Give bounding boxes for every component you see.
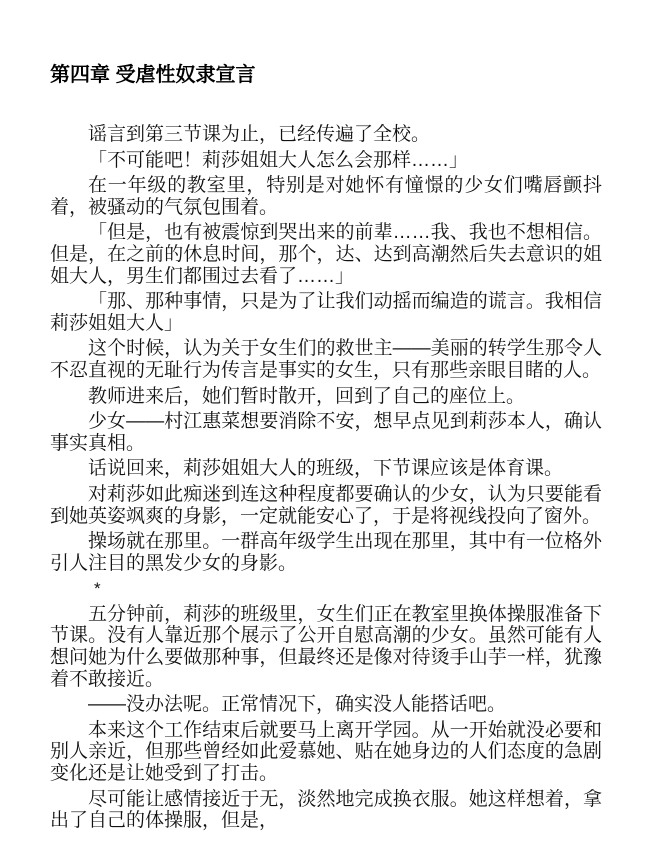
paragraph: 对莉莎如此痴迷到连这种程度都要确认的少女，认为只要能看到她英姿飒爽的身影，一定就能安心了，于是将视线投向了窗外。 (50, 483, 602, 527)
paragraph: 尽可能让感情接近于无，淡然地完成换衣服。她这样想着，拿出了自己的体操服，但是， (50, 788, 602, 832)
paragraph: 本来这个工作结束后就要马上离开学园。从一开始就没必要和别人亲近，但那些曾经如此爱慕她、贴在她身边的人们态度的急剧变化还是让她受到了打击。 (50, 719, 602, 785)
paragraph: 教师进来后，她们暂时散开，回到了自己的座位上。 (88, 385, 526, 407)
scene-break: * (94, 579, 101, 599)
paragraph: ——没办法呢。正常情况下，确实没人能搭话吧。 (88, 694, 507, 716)
dialogue-paragraph: 「不可能吧！莉莎姐姐大人怎么会那样……」 (88, 149, 469, 171)
chapter-body (50, 124, 602, 836)
paragraph: 这个时候，认为关于女生们的救世主——美丽的转学生那令人不忍直视的无耻行为传言是事实的女生，只有那些亲眼目睹的人。 (50, 338, 602, 381)
paragraph: 操场就在那里。一群高年级学生出现在那里，其中有一位格外引人注目的黑发少女的身影。 (50, 531, 602, 574)
paragraph: 谣言到第三节课为止，已经传遍了全校。 (88, 124, 431, 145)
paragraph: 少女——村江惠菜想要消除不安，想早点见到莉莎本人，确认事实真相。 (50, 411, 602, 454)
paragraph: 在一年级的教室里，特别是对她怀有憧憬的少女们嘴唇颤抖着，被骚动的气氛包围着。 (50, 175, 602, 218)
chapter-title: 第四章 受虐性奴隶宣言 (50, 64, 256, 86)
dialogue-paragraph: 「但是，也有被震惊到哭出来的前辈……我、我也不想相信。但是，在之前的休息时间，那个，达、达到高潮然后失去意识的姐姐大人，男生们都围过去看了……」 (50, 222, 602, 287)
paragraph: 五分钟前，莉莎的班级里，女生们正在教室里换体操服准备下节课。没有人靠近那个展示了公开自慰高潮的少女。虽然可能有人想问她为什么要做那种事，但最终还是像对待烫手山芋一样，犹豫着不敢接近。 (50, 603, 602, 690)
dialogue-paragraph: 「那、那种事情，只是为了让我们动摇而编造的谎言。我相信莉莎姐姐大人」 (50, 291, 602, 334)
paragraph: 话说回来，莉莎姐姐大人的班级，下节课应该是体育课。 (88, 458, 564, 480)
